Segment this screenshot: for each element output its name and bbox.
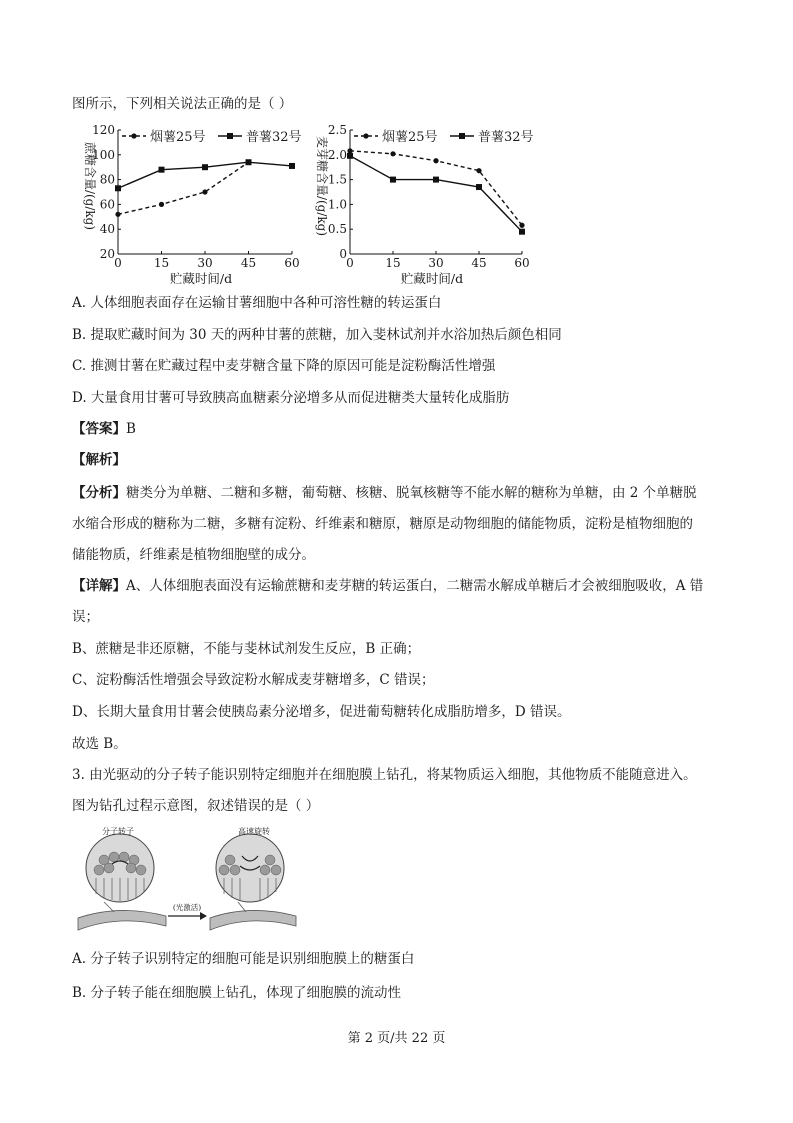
legend-label: 烟薯25号 xyxy=(150,130,206,145)
x-axis-label: 贮藏时间/d xyxy=(169,271,233,286)
series-line xyxy=(118,162,249,214)
data-point xyxy=(347,148,352,153)
analysis-tag: 【解析】 xyxy=(72,452,126,468)
question-intro: 图所示，下列相关说法正确的是（ ） xyxy=(72,96,293,112)
y-tick-label: 40 xyxy=(99,222,115,237)
data-point xyxy=(115,185,121,191)
legend-marker xyxy=(227,133,233,139)
x-tick-label: 30 xyxy=(197,256,213,270)
legend-label: 普薯32号 xyxy=(246,130,302,145)
option-b: B. 提取贮藏时间为 30 天的两种甘薯的蔗糖，加入斐林试剂并水浴加热后颜色相同 xyxy=(72,327,562,343)
y-tick-label: 20 xyxy=(99,247,115,261)
xiangjie-line-4: D、长期大量食用甘薯会使胰岛素分泌增多，促进葡萄糖转化成脂肪增多，D 错误。 xyxy=(72,704,571,720)
y-axis-label: 蔗糖含量/(g/kg) xyxy=(83,141,97,231)
fenxi-line-2: 水缩合形成的糖称为二糖，多糖有淀粉、纤维素和糖原，糖原是动物细胞的储能物质，淀粉是植物细胞的 xyxy=(72,516,693,532)
q3-stem-2: 图为钻孔过程示意图，叙述错误的是（ ） xyxy=(72,798,320,814)
x-tick-label: 0 xyxy=(346,256,354,270)
y-tick-label: 2.0 xyxy=(327,147,347,162)
y-tick-label: 100 xyxy=(92,147,115,162)
legend-label: 烟薯25号 xyxy=(382,130,438,145)
q3-option-a: A. 分子转子识别特定的细胞可能是识别细胞膜上的糖蛋白 xyxy=(72,951,415,967)
option-a: A. 人体细胞表面存在运输甘薯细胞中各种可溶性糖的转运蛋白 xyxy=(72,295,442,311)
q3-stem-1: 3. 由光驱动的分子转子能识别特定细胞并在细胞膜上钻孔，将某物质运入细胞，其他物质不能随意进入。 xyxy=(72,767,697,783)
legend-marker xyxy=(131,133,136,138)
conclusion: 故选 B。 xyxy=(72,736,127,752)
fig-label-left: 分子转子 xyxy=(102,827,134,836)
x-tick-label: 15 xyxy=(153,256,170,270)
sucrose-chart xyxy=(74,118,304,288)
xiangjie-text-1: A、人体细胞表面没有运输蔗糖和麦芽糖的转运蛋白，二糖需水解成单糖后才会被细胞吸收，A 错 xyxy=(126,578,704,594)
x-tick-label: 30 xyxy=(428,256,444,270)
data-point xyxy=(159,167,165,173)
data-point xyxy=(519,229,525,235)
xiangjie-line-3: C、淀粉酶活性增强会导致淀粉水解成麦芽糖增多，C 错误； xyxy=(72,672,435,688)
xiangjie-line-1b: 误； xyxy=(72,609,99,625)
maltose-chart xyxy=(306,118,538,288)
y-tick-label: 0 xyxy=(339,247,347,261)
data-point xyxy=(289,163,295,169)
data-point xyxy=(390,151,395,156)
y-tick-label: 1.5 xyxy=(327,172,347,187)
fig-label-right: 高速旋转 xyxy=(238,827,270,836)
fenxi-line-1 xyxy=(72,484,697,502)
fenxi-line-3: 储能物质，纤维素是植物细胞壁的成分。 xyxy=(72,547,315,563)
x-tick-label: 45 xyxy=(471,256,487,270)
legend-marker xyxy=(363,133,368,138)
y-tick-label: 2.5 xyxy=(327,123,347,137)
data-point xyxy=(115,212,120,217)
x-tick-label: 0 xyxy=(114,256,122,270)
answer-tag: 【答案】 xyxy=(72,421,126,437)
data-point xyxy=(433,158,438,163)
data-point xyxy=(476,184,482,190)
legend-marker xyxy=(459,133,465,139)
data-point xyxy=(347,153,353,159)
y-tick-label: 1.0 xyxy=(327,197,347,212)
data-point xyxy=(519,223,524,228)
data-point xyxy=(390,177,396,183)
membrane-left xyxy=(78,910,166,930)
q3-option-b: B. 分子转子能在细胞膜上钻孔，体现了细胞膜的流动性 xyxy=(72,985,402,1001)
x-tick-label: 60 xyxy=(514,256,530,270)
fenxi-tag: 【分析】 xyxy=(72,485,126,501)
data-point xyxy=(246,159,252,165)
molecular-rotor-figure xyxy=(74,826,310,936)
xiangjie-line-1 xyxy=(72,577,703,595)
page-footer: 第 2 页/共 22 页 xyxy=(347,1031,446,1046)
x-axis-label: 贮藏时间/d xyxy=(400,271,464,286)
answer-value: B xyxy=(126,421,136,437)
data-point xyxy=(433,177,439,183)
answer-line xyxy=(72,420,136,438)
xiangjie-line-2: B、蔗糖是非还原糖，不能与斐林试剂发生反应，B 正确； xyxy=(72,641,421,657)
x-tick-label: 45 xyxy=(240,256,257,270)
y-tick-label: 60 xyxy=(99,197,115,212)
xiangjie-tag: 【详解】 xyxy=(72,578,126,594)
option-c: C. 推测甘薯在贮藏过程中麦芽糖含量下降的原因可能是淀粉酶活性增强 xyxy=(72,358,496,374)
y-tick-label: 80 xyxy=(99,172,115,187)
data-point xyxy=(202,164,208,170)
fig-label-arrow: (光激活) xyxy=(172,903,202,912)
series-line xyxy=(350,156,522,232)
data-point xyxy=(202,189,207,194)
legend-label: 普薯32号 xyxy=(478,130,534,145)
y-axis-label: 麦芽糖含量/(g/kg) xyxy=(315,135,329,237)
data-point xyxy=(159,202,164,207)
y-tick-label: 0.5 xyxy=(327,222,347,237)
fenxi-text-1: 糖类分为单糖、二糖和多糖，葡萄糖、核糖、脱氧核糖等不能水解的糖称为单糖，由 2 个单糖脱 xyxy=(126,485,697,501)
y-tick-label: 120 xyxy=(92,123,115,137)
x-tick-label: 15 xyxy=(385,256,401,270)
x-tick-label: 60 xyxy=(284,256,300,270)
data-point xyxy=(476,168,481,173)
option-d: D. 大量食用甘薯可导致胰高血糖素分泌增多从而促进糖类大量转化成脂肪 xyxy=(72,390,510,406)
membrane-right xyxy=(210,910,296,930)
